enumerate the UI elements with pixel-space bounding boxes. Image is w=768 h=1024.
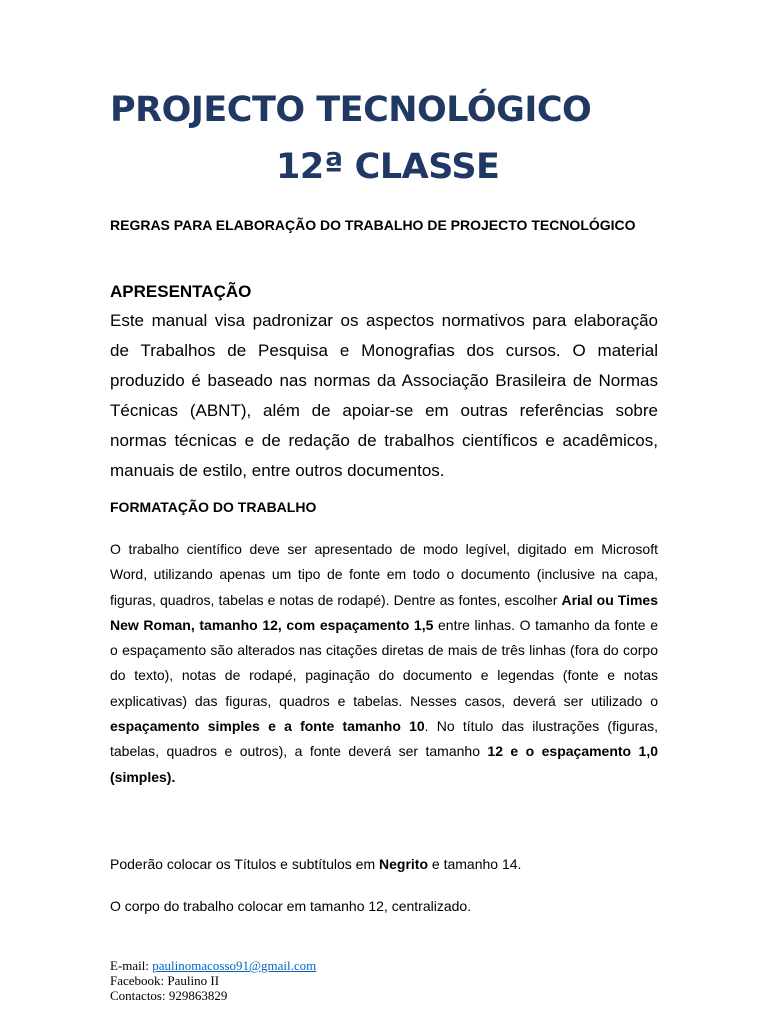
formatacao-bold-1: Arial ou Times New Roman, tamanho 12, com espaçamento 1,5 <box>110 591 659 633</box>
formatacao-bold-3: 12 e o espaçamento 1,0 (simples). <box>110 743 658 785</box>
formatacao-text-3: . No título das ilustrações (figuras, tabelas, quadros e outros), a fonte deverá ser tamanho <box>110 718 658 760</box>
titulos-text-pre: Poderão colocar os Títulos e subtítulos em <box>110 856 379 872</box>
email-link[interactable]: paulinomacosso91@gmail.com <box>152 958 317 973</box>
document-title: PROJECTO TECNOLÓGICO <box>110 90 592 130</box>
titulos-text-post: e tamanho 14. <box>428 856 522 872</box>
formatacao-text-2: entre linhas. O tamanho da fonte e o espaçamento são alterados nas citações diretas de mais de três linhas (fora do corpo do texto), notas de rodapé, paginação do documento e legendas (fonte e notas explicativas) das figuras, quadros e tabelas. Nesses casos, deverá ser utilizado o <box>110 616 658 709</box>
corpo-instruction: O corpo do trabalho colocar em tamanho 12, centralizado. <box>110 898 472 914</box>
footer-facebook-line: Facebook: Paulino II <box>110 973 220 988</box>
footer-email-line <box>110 958 316 973</box>
titulos-text-bold: Negrito <box>379 856 428 872</box>
formatacao-heading: FORMATAÇÃO DO TRABALHO <box>110 499 317 515</box>
formatacao-text-1: O trabalho científico deve ser apresentado de modo legível, digitado em Microsoft Word, utilizando apenas um tipo de fonte em todo o documento (inclusive na capa, figuras, quadros, tabelas e notas de rodapé). Dentre as fontes, escolher <box>110 541 658 608</box>
email-label: E-mail: <box>110 958 153 973</box>
apresentacao-paragraph: Este manual visa padronizar os aspectos normativos para elaboração de Trabalhos de Pesquisa e Monografias dos cursos. O material produzido é baseado nas normas da Associação Brasileira de Normas Técnicas (ABNT), além de apoiar-se em outras referências sobre normas técnicas e de redação de trabalhos científicos e acadêmicos, manuais de estilo, entre outros documentos. <box>110 311 658 480</box>
formatacao-bold-2: espaçamento simples e a fonte tamanho 10 <box>110 718 425 735</box>
footer-contact-block <box>110 958 316 1003</box>
titulos-instruction <box>110 856 521 872</box>
formatacao-paragraph <box>110 537 658 790</box>
document-subtitle-class: 12ª CLASSE <box>276 147 500 187</box>
rules-heading: REGRAS PARA ELABORAÇÃO DO TRABALHO DE PROJECTO TECNOLÓGICO <box>110 217 636 233</box>
footer-contacts-line: Contactos: 929863829 <box>110 988 228 1003</box>
apresentacao-heading: APRESENTAÇÃO <box>110 282 252 301</box>
